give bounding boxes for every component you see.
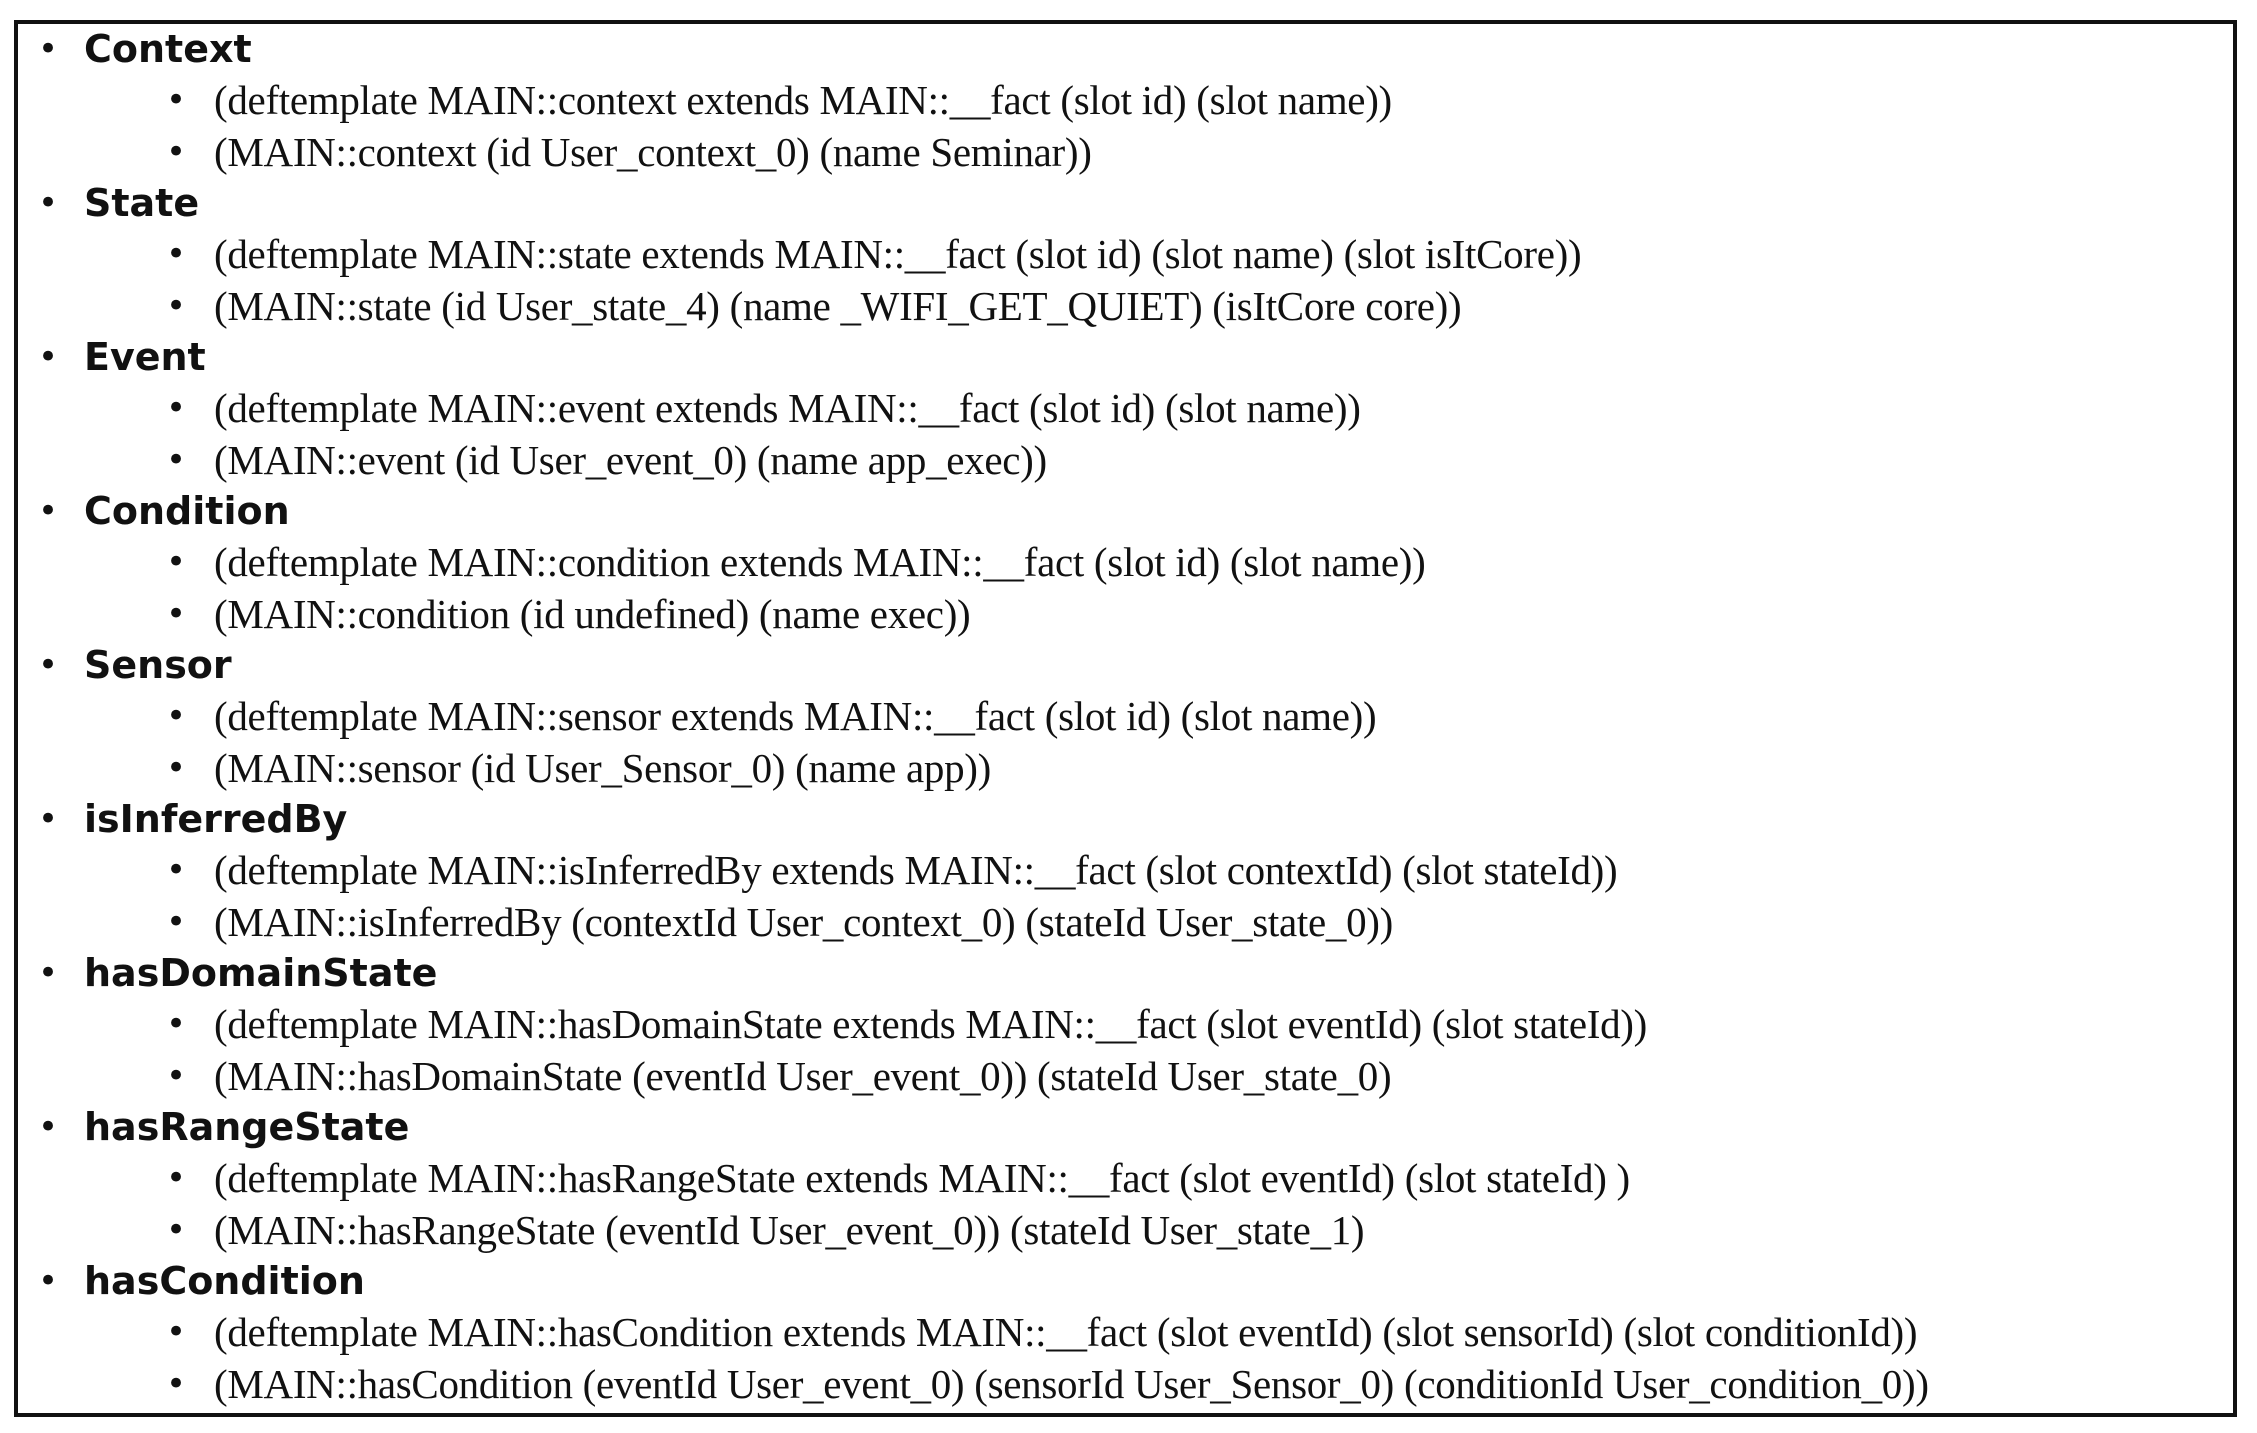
section-heading-row <box>18 1256 2233 1307</box>
list-item <box>18 75 2233 127</box>
section-heading: State <box>84 181 200 225</box>
deftemplate-text: (deftemplate MAIN::hasRangeState extends MAIN::__fact (slot eventId) (slot stateId) ) <box>214 1155 1630 1201</box>
deftemplate-text: (deftemplate MAIN::sensor extends MAIN::__fact (slot id) (slot name)) <box>214 693 1377 739</box>
list-item <box>18 897 2233 949</box>
list-item <box>18 229 2233 281</box>
bullet-icon: • <box>166 1158 187 1198</box>
section-heading-row <box>18 948 2233 999</box>
bullet-icon: • <box>166 388 187 428</box>
bullet-icon: • <box>38 645 59 685</box>
bullet-icon: • <box>166 747 187 788</box>
section-has-domain-state <box>18 948 2233 1102</box>
bullet-icon: • <box>166 285 187 326</box>
section-state <box>18 178 2233 332</box>
bullet-icon: • <box>166 850 187 890</box>
section-heading-row <box>18 332 2233 383</box>
list-item <box>18 1205 2233 1257</box>
section-has-range-state <box>18 1102 2233 1256</box>
section-heading: hasRangeState <box>84 1105 410 1149</box>
bullet-icon: • <box>166 1004 187 1044</box>
definition-list <box>18 24 2233 1410</box>
deftemplate-text: (deftemplate MAIN::event extends MAIN::__fact (slot id) (slot name)) <box>214 385 1361 431</box>
list-item <box>18 691 2233 743</box>
fact-text: (MAIN::context (id User_context_0) (name Seminar)) <box>214 128 1092 175</box>
deftemplate-text: (deftemplate MAIN::hasCondition extends MAIN::__fact (slot eventId) (slot sensorId) (slot conditionId)) <box>214 1309 1918 1355</box>
section-heading: isInferredBy <box>84 797 348 841</box>
bullet-icon: • <box>38 491 59 531</box>
section-is-inferred-by <box>18 794 2233 948</box>
fact-text: (MAIN::isInferredBy (contextId User_context_0) (stateId User_state_0)) <box>214 898 1393 945</box>
bullet-icon: • <box>166 1312 187 1352</box>
section-heading: hasDomainState <box>84 951 438 995</box>
bullet-icon: • <box>166 1055 187 1096</box>
list-item <box>18 383 2233 435</box>
fact-text: (MAIN::sensor (id User_Sensor_0) (name app)) <box>214 744 991 791</box>
section-heading: Event <box>84 335 206 379</box>
deftemplate-text: (deftemplate MAIN::context extends MAIN::__fact (slot id) (slot name)) <box>214 77 1392 123</box>
list-item <box>18 743 2233 795</box>
bullet-icon: • <box>38 29 59 69</box>
section-heading-row <box>18 1102 2233 1153</box>
bullet-icon: • <box>166 542 187 582</box>
bullet-icon: • <box>38 183 59 223</box>
section-heading: Sensor <box>84 643 232 687</box>
bullet-icon: • <box>166 696 187 736</box>
bullet-icon: • <box>38 337 59 377</box>
bullet-icon: • <box>166 234 187 274</box>
fact-text: (MAIN::hasRangeState (eventId User_event_0)) (stateId User_state_1) <box>214 1206 1365 1253</box>
list-item <box>18 1307 2233 1359</box>
bullet-icon: • <box>166 1363 187 1404</box>
bullet-icon: • <box>166 131 187 172</box>
section-condition <box>18 486 2233 640</box>
deftemplate-text: (deftemplate MAIN::hasDomainState extends MAIN::__fact (slot eventId) (slot stateId)) <box>214 1001 1648 1047</box>
bullet-icon: • <box>166 901 187 942</box>
list-item <box>18 127 2233 179</box>
list-item <box>18 1051 2233 1103</box>
bullet-icon: • <box>166 80 187 120</box>
section-heading: Condition <box>84 489 290 533</box>
list-item <box>18 1359 2233 1411</box>
bullet-icon: • <box>38 1261 59 1301</box>
list-item <box>18 999 2233 1051</box>
deftemplate-text: (deftemplate MAIN::isInferredBy extends MAIN::__fact (slot contextId) (slot stateId)) <box>214 847 1618 893</box>
list-item <box>18 845 2233 897</box>
bullet-icon: • <box>38 953 59 993</box>
section-heading-row <box>18 794 2233 845</box>
list-item <box>18 281 2233 333</box>
section-event <box>18 332 2233 486</box>
section-heading-row <box>18 640 2233 691</box>
section-context <box>18 24 2233 178</box>
list-item <box>18 435 2233 487</box>
section-has-condition <box>18 1256 2233 1410</box>
section-heading-row <box>18 178 2233 229</box>
fact-text: (MAIN::hasCondition (eventId User_event_0) (sensorId User_Sensor_0) (conditionId User_condition_0)) <box>214 1360 1929 1407</box>
bullet-icon: • <box>166 1209 187 1250</box>
bullet-icon: • <box>166 593 187 634</box>
document-frame <box>14 20 2237 1417</box>
deftemplate-text: (deftemplate MAIN::condition extends MAIN::__fact (slot id) (slot name)) <box>214 539 1426 585</box>
section-heading: hasCondition <box>84 1259 365 1303</box>
section-heading: Context <box>84 27 252 71</box>
section-sensor <box>18 640 2233 794</box>
list-item <box>18 537 2233 589</box>
section-heading-row <box>18 24 2233 75</box>
bullet-icon: • <box>38 1107 59 1147</box>
fact-text: (MAIN::condition (id undefined) (name exec)) <box>214 590 971 637</box>
bullet-icon: • <box>38 799 59 839</box>
fact-text: (MAIN::state (id User_state_4) (name _WIFI_GET_QUIET) (isItCore core)) <box>214 282 1462 329</box>
section-heading-row <box>18 486 2233 537</box>
fact-text: (MAIN::hasDomainState (eventId User_event_0)) (stateId User_state_0) <box>214 1052 1392 1099</box>
list-item <box>18 1153 2233 1205</box>
bullet-icon: • <box>166 439 187 480</box>
fact-text: (MAIN::event (id User_event_0) (name app_exec)) <box>214 436 1047 483</box>
deftemplate-text: (deftemplate MAIN::state extends MAIN::__fact (slot id) (slot name) (slot isItCore)) <box>214 231 1582 277</box>
list-item <box>18 589 2233 641</box>
